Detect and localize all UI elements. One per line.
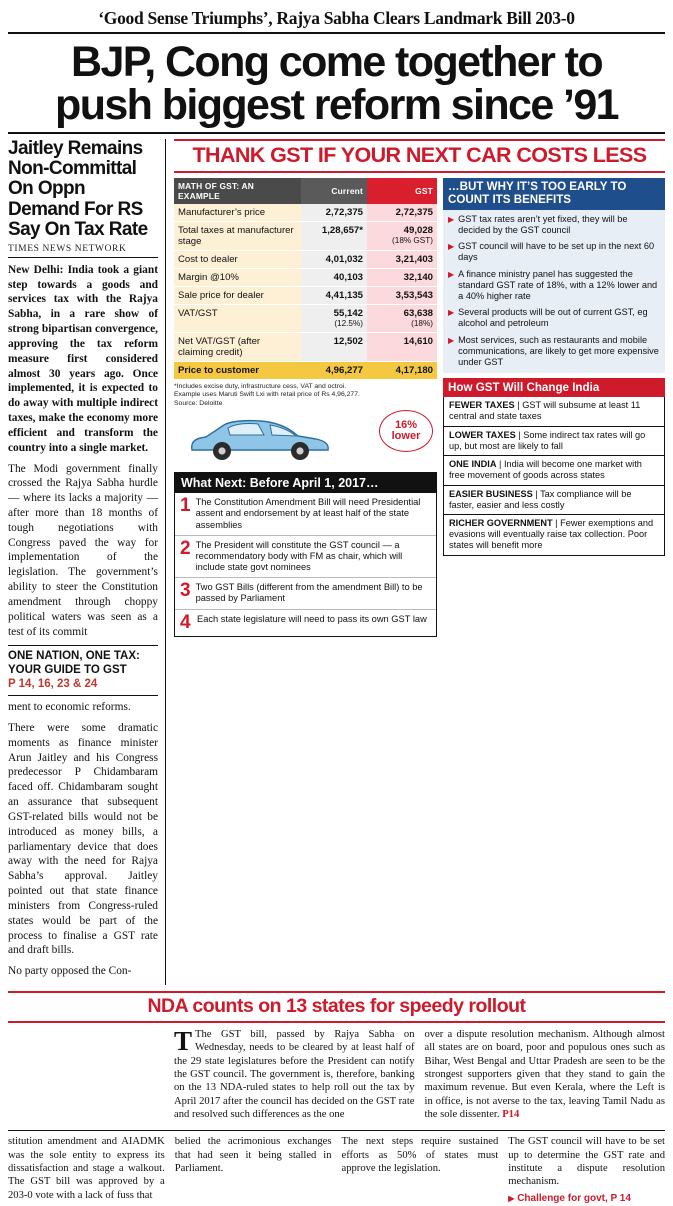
table-row (174, 332, 437, 361)
bullet-text: Most services, such as restaurants and mobile communications, are likely to get more expensive under GST (458, 334, 659, 368)
infographic-panels (174, 178, 665, 636)
story-subhead: Jaitley Remains Non-Committal On Oppn Demand For RS Say On Tax Rate (8, 138, 148, 240)
guide-page-ref[interactable]: P 14, 16, 23 & 24 (8, 677, 98, 690)
table-row (174, 204, 437, 222)
bullet-item (448, 269, 660, 303)
what-next-item (175, 610, 436, 636)
challenge-ref[interactable]: ▶ Challenge for govt, P 14 (508, 1192, 631, 1204)
bullet-text: GST tax rates aren’t yet fixed, they will be decided by the GST council (458, 213, 628, 235)
table-row (174, 305, 437, 332)
story-body-cont (8, 700, 158, 979)
triangle-bullet-icon: ▶ (448, 308, 455, 318)
story-paragraph: The Modi government finally crossed the Rajya Sabha hurdle — where its lacks a majority — after more than 18 months of tough negotiations with Congress paved the way for implementation of the legislation. The government’s ability to steer the Constitution amendment through choppy political waters was seen as a test of its commit (8, 462, 158, 638)
change-item-head: LOWER TAXES (449, 429, 516, 440)
what-next-item (175, 578, 436, 609)
row-label: Net VAT/GST (after claiming credit) (174, 332, 301, 361)
table-row (174, 251, 437, 269)
nda-col-2 (425, 1028, 666, 1126)
change-item-head: RICHER GOVERNMENT (449, 518, 553, 528)
bullet-item (448, 241, 660, 263)
nda-col-1-text: The GST bill, passed by Rajya Sabha on Wednesday, needs to be cleared by at least half of the 29 state legislatures before the President can notify the GST council. The government is, therefore, banking on the 13 NDA-ruled states to help roll out the tax by April 2017 after the council has decided on the GST rate and resolved such differences as the one (174, 1029, 415, 1121)
table-header-row (174, 178, 437, 204)
item-number: 1 (180, 495, 191, 517)
row-label: VAT/GST (174, 305, 301, 332)
row-current: 1,28,657* (301, 222, 367, 251)
nda-story (8, 1028, 665, 1126)
row-gst: 63,638 (18%) (367, 305, 437, 332)
thank-gst-banner: THANK GST IF YOUR NEXT CAR COSTS LESS (174, 139, 665, 173)
triangle-bullet-icon: ▶ (448, 242, 455, 252)
what-next-title: What Next: Before April 1, 2017… (175, 473, 436, 493)
item-text: Each state legislature will need to pass its own GST law (197, 613, 427, 624)
story-paragraph: New Delhi: India took a giant step towards a goods and services tax with the Rajya Sabha, in a rare show of strong bipartisan convergence, approving the tax reform measure first considered almost 30 years ago. Once implemented, it is expected to do away with multiple indirect taxes, make the economy more efficient and transform the country into a single market. (8, 263, 158, 454)
bottom-divider (8, 1130, 665, 1131)
row-gst: 3,53,543 (367, 287, 437, 305)
story-paragraph: No party opposed the Con- (8, 965, 132, 978)
too-early-list (443, 210, 665, 374)
row-gst: 4,17,180 (367, 361, 437, 379)
nda-col-2-text: over a dispute resolution mechanism. Although almost all states are on board, poor and populous ones such as Bihar, West Bengal and Uttar Pradesh are seen to be the strongest supporters given that they stand to gain the maximum revenue. But even Kerala, where the Left is in office, is not averse to the tax, leaving Tamil Nadu as the sole dissenter. (424, 1029, 665, 1121)
savings-bubble: 16% lower (379, 410, 433, 452)
row-current: 4,96,277 (301, 361, 367, 379)
row-label: Manufacturer’s price (174, 204, 301, 222)
headline-line-2: push biggest reform since ’91 (55, 80, 618, 129)
change-item: ONE INDIA | India will become one market with free movement of goods across states (444, 456, 664, 485)
bottom-col-3: The next steps require sustained efforts as 50% of states must approve the legislation. (341, 1136, 499, 1175)
triangle-bullet-icon: ▶ (508, 1193, 515, 1203)
col-header-example: MATH OF GST: AN EXAMPLE (174, 178, 301, 204)
change-item-text: GST will subsume at least 11 central and state taxes (449, 400, 641, 422)
item-number: 4 (180, 611, 191, 633)
gst-guide-box[interactable] (8, 645, 158, 696)
upper-content (8, 139, 665, 985)
change-india-title: How GST Will Change India (443, 378, 665, 397)
news-agency: TIMES NEWS NETWORK (8, 244, 158, 258)
story-paragraph: There were some dramatic moments as finance minister Arun Jaitley and his Congress predecessor P Chidambaram faced off. Chidambaram sought an assurance that subsequent GST-related bills would not be introduced as money bills, a parliamentary device that does away with the need for Rajya Sabha’s approval. Jaitley pointed out that state finance ministers from Congress-ruled states would be part of the process to finalise a GST rate and draft bills. (8, 721, 158, 957)
item-number: 3 (180, 580, 191, 602)
change-item: FEWER TAXES | GST will subsume at least 11 central and state taxes (444, 397, 664, 426)
gst-math-table (174, 178, 437, 380)
row-label: Total taxes at manufacturer stage (174, 222, 301, 251)
bottom-col-1: stitution amendment and AIADMK was the sole entity to express its dissatisfaction and stage a walkout. The GST bill was approved by a 203-0 vote with a lack of fuss that (8, 1136, 165, 1201)
main-headline (8, 34, 665, 134)
row-label: Cost to dealer (174, 251, 301, 269)
nda-col-1 (174, 1028, 415, 1126)
drop-cap: T (174, 1026, 193, 1057)
change-item-text: Some indirect tax rates will go up, but most are likely to fall (449, 429, 646, 451)
table-footnote: *Includes excise duty, infrastructure cess, VAT and octroi. Example uses Maruti Swift Lxi with retail price of Rs 4,96,277. Source: Deloitte (174, 382, 360, 407)
left-story-column (8, 139, 166, 985)
nda-banner: NDA counts on 13 states for speedy rollout (8, 991, 665, 1023)
row-current: 55,142 (12.5%) (301, 305, 367, 332)
bottom-continuation (8, 1135, 665, 1206)
row-label: Sale price for dealer (174, 287, 301, 305)
triangle-bullet-icon: ▶ (448, 269, 455, 279)
car-icon (184, 416, 334, 464)
change-item: RICHER GOVERNMENT | Fewer exemptions and evasions will eventually raise tax collection. Poor states will benefit more (449, 518, 654, 551)
change-item-head: FEWER TAXES (449, 400, 515, 411)
change-item-head: ONE INDIA (449, 459, 497, 470)
triangle-bullet-icon: ▶ (448, 214, 455, 224)
table-row (174, 269, 437, 287)
table-row (174, 222, 437, 251)
table-row-total (174, 361, 437, 379)
row-current: 40,103 (301, 269, 367, 287)
row-current: 12,502 (301, 332, 367, 361)
item-text: The President will constitute the GST council — a recommendatory body with FM as chair, which will include state govt nominees (195, 539, 403, 573)
gst-math-panel (174, 178, 437, 636)
change-india-list (443, 397, 665, 555)
kicker-headline: ‘Good Sense Triumphs’, Rajya Sabha Clears Landmark Bill 203-0 (8, 6, 665, 34)
side-panels (443, 178, 665, 636)
col-header-current: Current (301, 178, 367, 204)
row-label: Margin @10% (174, 269, 301, 287)
row-gst: 14,610 (367, 332, 437, 361)
headline-line-1: BJP, Cong come together to (70, 38, 602, 86)
row-current: 2,72,375 (301, 204, 367, 222)
row-current: 4,01,032 (301, 251, 367, 269)
change-item: EASIER BUSINESS | Tax compliance will be faster, easier and less costly (444, 486, 664, 515)
change-item-head: EASIER BUSINESS (449, 488, 533, 499)
bullet-text: A finance ministry panel has suggested the standard GST rate of 18%, with a 12% lower and a 40% higher rate (458, 268, 658, 301)
nda-page-ref[interactable]: P14 (502, 1109, 520, 1121)
infographic-column (166, 139, 665, 985)
change-item-text: Tax compliance will be faster, easier and less costly (449, 488, 632, 510)
triangle-bullet-icon: ▶ (448, 335, 455, 345)
row-current: 4,41,135 (301, 287, 367, 305)
bullet-item (448, 335, 660, 369)
what-next-item (175, 536, 436, 578)
table-row (174, 287, 437, 305)
item-text: Two GST Bills (different from the amendment Bill) to be passed by Parliament (195, 582, 423, 604)
item-number: 2 (180, 537, 191, 559)
row-gst: 3,21,403 (367, 251, 437, 269)
story-body (8, 263, 158, 640)
row-gst: 49,028 (18% GST) (367, 222, 437, 251)
guide-line-1: ONE NATION, ONE TAX: (8, 650, 140, 663)
row-gst: 2,72,375 (367, 204, 437, 222)
row-label: Price to customer (174, 361, 301, 379)
guide-line-2: YOUR GUIDE TO GST (8, 664, 127, 677)
change-item: LOWER TAXES | Some indirect tax rates will go up, but most are likely to fall (444, 427, 664, 456)
story-paragraph: ment to economic reforms. (8, 701, 131, 714)
col-header-gst: GST (367, 178, 437, 204)
bottom-col-2: belied the acrimonious exchanges that had seen it being stalled in Parliament. (174, 1136, 332, 1175)
change-item-text: Fewer exemptions and evasions will eventually raise tax collection. Poor states will benefit more (449, 518, 654, 551)
item-text: The Constitution Amendment Bill will need Presidential assent and endorsement by at least half of the state assemblies (195, 497, 421, 530)
bullet-item (448, 307, 660, 329)
bottom-col-4: The GST council will have to be set up to determine the GST rate and institute a dispute resolution mechanism. ▶ Challenge for govt, P 14 (508, 1136, 665, 1204)
bullet-text: Several products will be out of current GST, eg alcohol and petroleum (458, 307, 648, 329)
what-next-item (175, 493, 436, 535)
what-next-box (174, 472, 437, 636)
bullet-item (448, 214, 660, 236)
bullet-text: GST council will have to be set up in the next 60 days (458, 241, 655, 263)
change-item-text: India will become one market with free movement of goods across states (449, 459, 642, 481)
row-gst: 32,140 (367, 269, 437, 287)
car-graphic (174, 408, 437, 470)
too-early-title: …BUT WHY IT’S TOO EARLY TO COUNT ITS BENEFITS (443, 178, 665, 210)
